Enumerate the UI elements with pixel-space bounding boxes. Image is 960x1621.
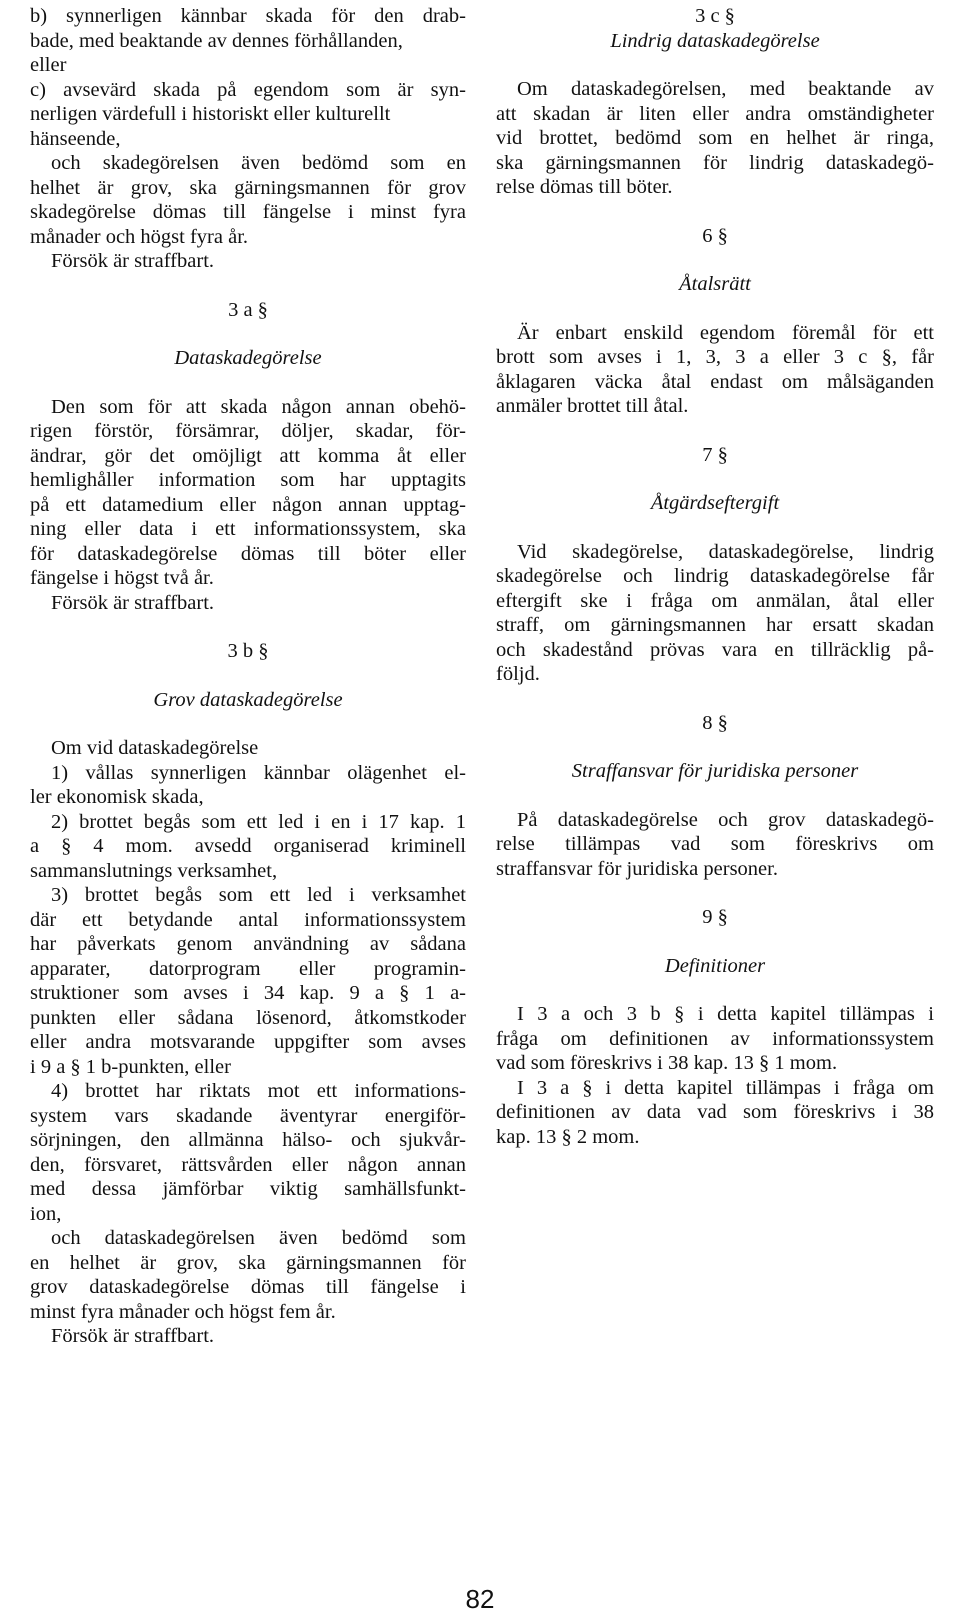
text-line: I 3 a och 3 b § i detta kapitel tillämpas i <box>517 1003 934 1025</box>
text-line: skadegörelse och lindrig dataskadegörelse får <box>496 565 934 587</box>
text-line: hänseende, <box>30 127 121 150</box>
text-line: helhet är grov, ska gärningsmannen för grov <box>30 176 466 199</box>
text-line: struktioner som avses i 34 kap. 9 a § 1 a- <box>30 982 466 1004</box>
text-line: den, försvaret, rättsvården eller någon annan <box>30 1153 466 1176</box>
section-8 <box>496 711 934 882</box>
section-number: 6 § <box>702 224 728 247</box>
intro-paragraph <box>30 4 466 274</box>
text-line: vad som föreskrivs i 38 kap. 13 § 1 mom. <box>496 1052 838 1074</box>
section-title: Straffansvar för juridiska personer <box>571 760 859 782</box>
section-3a <box>30 298 466 616</box>
text-line: hemlighåller information som har upptagits <box>30 469 466 491</box>
section-7 <box>496 443 934 687</box>
text-line: punkten eller sådana lösenord, åtkomstkoder <box>30 1006 466 1029</box>
text-line: brott som avses i 1, 3, 3 a eller 3 c §, får <box>496 346 934 368</box>
text-line: i 9 a § 1 b-punkten, eller <box>30 1055 231 1078</box>
text-line: 3) brottet begås som ett led i verksamhet <box>51 884 466 906</box>
text-line: ska gärningsmannen för lindrig dataskadegö- <box>496 151 934 174</box>
text-line: eller andra motsvarande uppgifter som avses <box>30 1031 466 1053</box>
text-line: Försök är straffbart. <box>51 591 215 614</box>
text-line: Den som för att skada någon annan obehö- <box>51 395 466 418</box>
text-line: 1) vållas synnerligen kännbar olägenhet el- <box>51 761 466 784</box>
text-line: straff, om gärningsmannen har ersatt skadan <box>496 614 934 636</box>
text-line: system vars skadande äventyrar energiför- <box>30 1104 466 1127</box>
section-title: Lindrig dataskadegörelse <box>610 29 820 52</box>
section-number: 8 § <box>702 711 728 734</box>
text-line: följd. <box>496 663 540 685</box>
left-column <box>30 4 466 1349</box>
text-line: vid brottet, bedömd som en helhet är ringa, <box>496 127 934 149</box>
section-title: Grov dataskadegörelse <box>153 688 343 711</box>
text-line: och dataskadegörelsen även bedömd som <box>51 1227 466 1249</box>
text-line: eftergift ske i fråga om anmälan, åtal eller <box>496 589 934 612</box>
text-line: på ett datamedium eller någon annan upptag- <box>30 493 466 516</box>
text-line: Om dataskadegörelsen, med beaktande av <box>517 78 934 100</box>
section-title: Definitioner <box>664 954 766 977</box>
text-line: sammanslutnings verksamhet, <box>30 859 278 882</box>
text-line: ler ekonomisk skada, <box>30 786 204 808</box>
section-number: 9 § <box>702 906 728 928</box>
text-line: definitionen av data vad som föreskrivs i 38 <box>496 1101 934 1123</box>
section-title: Åtalsrätt <box>679 273 751 295</box>
text-line: 4) brottet har riktats mot ett informations- <box>51 1080 466 1102</box>
text-line: och skadestånd prövas vara en tillräcklig på- <box>496 638 934 661</box>
text-line: där ett betydande antal informationssystem <box>30 908 466 931</box>
section-title: Dataskadegörelse <box>174 347 322 369</box>
text-line: ändrar, gör det omöjligt att komma åt eller <box>30 444 466 467</box>
text-line: att skadan är liten eller andra omständigheter <box>496 102 934 125</box>
text-line: grov dataskadegörelse dömas till fängelse i <box>30 1276 466 1298</box>
text-line: relse tillämpas vad som föreskrivs om <box>496 833 934 855</box>
text-line: fråga om definitionen av informationssystem <box>496 1027 934 1050</box>
text-line: bade, med beaktande av dennes förhållanden, <box>30 29 403 52</box>
text-line: månader och högst fyra år. <box>30 225 249 248</box>
right-column <box>496 4 934 1149</box>
text-line: Försök är straffbart. <box>51 250 215 272</box>
text-line: kap. 13 § 2 mom. <box>496 1125 640 1148</box>
text-line: Vid skadegörelse, dataskadegörelse, lindrig <box>517 540 934 563</box>
text-line: och skadegörelsen även bedömd som en <box>51 152 466 174</box>
text-line: a § 4 mom. avsedd organiserad kriminell <box>30 835 466 857</box>
text-line: en helhet är grov, ska gärningsmannen för <box>30 1251 466 1274</box>
text-line: 2) brottet begås som ett led i en i 17 kap. 1 <box>51 810 466 833</box>
text-line: åklagaren väcka åtal endast om målsäganden <box>496 370 934 393</box>
text-line: skadegörelse dömas till fängelse i minst fyra <box>30 201 466 223</box>
text-line: eller <box>30 54 67 76</box>
section-3c <box>496 4 934 200</box>
text-line: ion, <box>30 1202 62 1225</box>
text-line: minst fyra månader och högst fem år. <box>30 1300 336 1323</box>
text-line: fängelse i högst två år. <box>30 567 214 589</box>
section-3b <box>30 639 466 1349</box>
section-title: Åtgärdseftergift <box>650 492 780 514</box>
section-number: 7 § <box>702 443 728 466</box>
page-number: 82 <box>465 1584 495 1614</box>
text-line: ning eller data i ett informationssystem, ska <box>30 518 466 540</box>
text-line: b) synnerligen kännbar skada för den drab- <box>30 5 466 27</box>
section-number: 3 c § <box>695 5 735 27</box>
text-line: nerligen värdefull i historiskt eller kulturellt <box>30 103 391 125</box>
text-line: Om vid dataskadegörelse <box>51 737 259 759</box>
text-line: På dataskadegörelse och grov dataskadegö- <box>517 808 934 831</box>
text-line: apparater, datorprogram eller programin- <box>30 957 466 980</box>
section-number: 3 a § <box>228 298 268 321</box>
section-number: 3 b § <box>227 640 269 662</box>
text-line: för dataskadegörelse dömas till böter eller <box>30 542 466 565</box>
section-9 <box>496 905 934 1149</box>
text-line: med dessa jämförbar viktig samhällsfunkt- <box>30 1178 466 1200</box>
text-line: sörjningen, den allmänna hälso- och sjukvår- <box>30 1129 466 1151</box>
text-line: anmäler brottet till åtal. <box>496 395 689 417</box>
section-6 <box>496 224 934 419</box>
text-line: c) avsevärd skada på egendom som är syn- <box>30 78 466 101</box>
text-line: I 3 a § i detta kapitel tillämpas i fråga om <box>517 1076 934 1099</box>
text-line: rigen förstör, försämrar, döljer, skadar, för- <box>30 420 466 442</box>
text-line: relse dömas till böter. <box>496 176 673 198</box>
text-line: Är enbart enskild egendom föremål för ett <box>517 321 934 344</box>
text-line: straffansvar för juridiska personer. <box>496 857 778 880</box>
text-line: har påverkats genom användning av sådana <box>30 933 466 955</box>
text-line: Försök är straffbart. <box>51 1325 215 1347</box>
